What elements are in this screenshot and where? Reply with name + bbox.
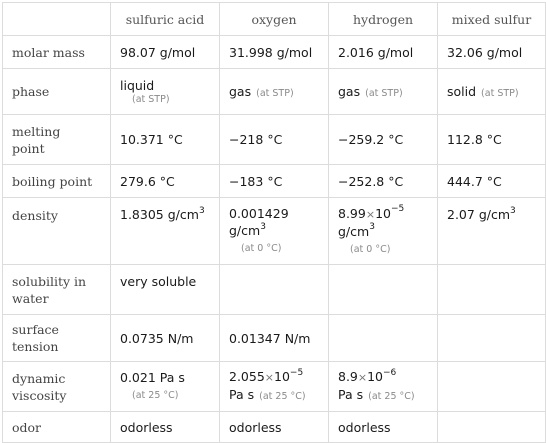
value: 10.371 bbox=[120, 132, 164, 147]
cell-hydrogen bbox=[329, 115, 438, 165]
cell-sulfuric-acid bbox=[111, 165, 220, 198]
unit-line bbox=[229, 386, 319, 405]
value: 0.001429 bbox=[229, 206, 289, 221]
base: 10 bbox=[375, 205, 391, 221]
cell-oxygen bbox=[220, 265, 329, 315]
unit: N/m bbox=[284, 330, 311, 346]
row-dynamic-viscosity bbox=[3, 362, 546, 412]
cell-mixed-sulfur bbox=[438, 69, 546, 115]
header-mixed-sulfur: mixed sulfur bbox=[438, 3, 546, 36]
row-density bbox=[3, 198, 546, 265]
number: 0.021 bbox=[120, 370, 156, 385]
unit: g/mol bbox=[377, 44, 414, 60]
value bbox=[120, 369, 210, 386]
unit: g/mol bbox=[276, 44, 313, 60]
unit-exponent: 3 bbox=[510, 205, 516, 216]
value: −183 bbox=[229, 173, 264, 189]
unit-exponent: 3 bbox=[198, 205, 205, 216]
cell-oxygen bbox=[220, 115, 329, 165]
cell-sulfuric-acid bbox=[111, 36, 220, 69]
unit: °C bbox=[486, 132, 502, 147]
value bbox=[229, 368, 319, 386]
label-line: point bbox=[12, 140, 45, 156]
row-label: molar mass bbox=[3, 36, 111, 69]
value: 2.07 bbox=[447, 207, 475, 222]
condition-note: (at STP) bbox=[481, 88, 519, 99]
unit-exponent: 3 bbox=[260, 221, 266, 232]
cell-oxygen bbox=[220, 315, 329, 362]
row-solubility bbox=[3, 265, 546, 315]
condition-note: (at 25 °C) bbox=[132, 390, 179, 401]
cell-sulfuric-acid bbox=[111, 362, 220, 412]
unit-line bbox=[338, 223, 428, 240]
unit: Pa s bbox=[338, 387, 364, 402]
label-line: solubility in bbox=[12, 273, 87, 289]
label-line: surface bbox=[12, 322, 59, 337]
cell-sulfuric-acid: odorless bbox=[111, 412, 220, 443]
cell-sulfuric-acid bbox=[111, 198, 220, 265]
unit: Pa s bbox=[229, 387, 255, 402]
unit: °C bbox=[486, 173, 502, 189]
header-sulfuric-acid: sulfuric acid bbox=[111, 3, 220, 36]
mantissa: 2.055 bbox=[229, 369, 265, 384]
cell-hydrogen bbox=[329, 265, 438, 315]
unit: g/mol bbox=[159, 44, 196, 60]
condition-note: (at 25 °C) bbox=[259, 391, 306, 402]
cell-hydrogen bbox=[329, 315, 438, 362]
unit: °C bbox=[267, 132, 283, 147]
times-sign: × bbox=[357, 371, 368, 384]
label-line: dynamic bbox=[12, 370, 66, 386]
properties-table bbox=[2, 2, 546, 443]
row-melting-point bbox=[3, 115, 546, 165]
header-hydrogen: hydrogen bbox=[329, 3, 438, 36]
row-label: boiling point bbox=[3, 165, 111, 198]
power: −6 bbox=[383, 367, 397, 378]
cell-hydrogen bbox=[329, 69, 438, 115]
cell-hydrogen bbox=[329, 362, 438, 412]
cell-oxygen bbox=[220, 69, 329, 115]
value: 0.01347 bbox=[229, 330, 281, 346]
value bbox=[338, 368, 428, 386]
cell-hydrogen bbox=[329, 36, 438, 69]
label-line: tension bbox=[12, 339, 59, 354]
value: 2.016 bbox=[338, 44, 374, 60]
unit: g/cm bbox=[478, 207, 511, 222]
unit: g/cm bbox=[338, 223, 370, 239]
value: 1.8305 bbox=[120, 207, 164, 222]
row-molar-mass bbox=[3, 36, 546, 69]
power: −5 bbox=[289, 367, 304, 378]
value: −218 bbox=[229, 132, 264, 147]
value: 98.07 bbox=[120, 44, 156, 60]
condition-note: (at STP) bbox=[132, 94, 170, 105]
condition-note: (at 0 °C) bbox=[350, 243, 391, 255]
unit: °C bbox=[167, 132, 183, 147]
cell-sulfuric-acid bbox=[111, 115, 220, 165]
power: −5 bbox=[390, 204, 405, 215]
unit: g/cm bbox=[167, 207, 199, 222]
label-line: viscosity bbox=[12, 387, 67, 403]
row-label bbox=[3, 115, 111, 165]
cell-oxygen bbox=[220, 198, 329, 265]
value: gas bbox=[338, 84, 361, 99]
cell-hydrogen: odorless bbox=[329, 412, 438, 443]
cell-mixed-sulfur bbox=[438, 412, 546, 443]
cell-hydrogen bbox=[329, 198, 438, 265]
value: 31.998 bbox=[229, 44, 273, 60]
header-row bbox=[3, 3, 546, 36]
cell-mixed-sulfur bbox=[438, 265, 546, 315]
condition-note: (at STP) bbox=[365, 88, 403, 99]
unit: g/mol bbox=[486, 44, 523, 60]
row-label bbox=[3, 362, 111, 412]
unit: Pa s bbox=[159, 370, 185, 385]
value: −252.8 bbox=[338, 173, 385, 189]
row-label bbox=[3, 265, 111, 315]
cell-sulfuric-acid bbox=[111, 69, 220, 115]
label-line: melting bbox=[12, 123, 61, 139]
times-sign: × bbox=[365, 207, 376, 221]
value: −259.2 bbox=[338, 132, 385, 147]
cell-oxygen bbox=[220, 36, 329, 69]
unit: °C bbox=[388, 132, 404, 147]
row-label: odor bbox=[3, 412, 111, 443]
value: 444.7 bbox=[447, 173, 483, 189]
unit: °C bbox=[159, 173, 175, 189]
cell-mixed-sulfur bbox=[438, 362, 546, 412]
value: very soluble bbox=[120, 274, 197, 289]
row-boiling-point bbox=[3, 165, 546, 198]
row-surface-tension bbox=[3, 315, 546, 362]
cell-sulfuric-acid bbox=[111, 265, 220, 315]
cell-oxygen bbox=[220, 165, 329, 198]
cell-mixed-sulfur bbox=[438, 115, 546, 165]
unit-line bbox=[338, 386, 428, 405]
base: 10 bbox=[367, 369, 384, 384]
header-corner bbox=[3, 3, 111, 36]
value: gas bbox=[229, 84, 252, 99]
unit: °C bbox=[388, 173, 404, 189]
cell-mixed-sulfur bbox=[438, 315, 546, 362]
row-phase bbox=[3, 69, 546, 115]
row-odor bbox=[3, 412, 546, 443]
value: 279.6 bbox=[120, 173, 156, 189]
unit-line bbox=[229, 222, 319, 239]
mantissa: 8.99 bbox=[338, 205, 366, 221]
value: 32.06 bbox=[447, 44, 483, 60]
condition-note: (at STP) bbox=[256, 88, 294, 99]
cell-oxygen: odorless bbox=[220, 412, 329, 443]
cell-mixed-sulfur bbox=[438, 165, 546, 198]
row-label bbox=[3, 315, 111, 362]
times-sign: × bbox=[264, 371, 275, 384]
cell-mixed-sulfur bbox=[438, 198, 546, 265]
header-oxygen: oxygen bbox=[220, 3, 329, 36]
cell-mixed-sulfur bbox=[438, 36, 546, 69]
unit: °C bbox=[267, 173, 283, 189]
value: 0.0735 bbox=[120, 330, 164, 346]
unit: g/cm bbox=[229, 223, 261, 238]
unit: N/m bbox=[167, 330, 194, 346]
cell-oxygen bbox=[220, 362, 329, 412]
row-label: density bbox=[3, 198, 111, 265]
label-line: water bbox=[12, 290, 49, 306]
base: 10 bbox=[274, 369, 290, 384]
cell-hydrogen bbox=[329, 165, 438, 198]
value bbox=[338, 205, 428, 223]
condition-note: (at 25 °C) bbox=[368, 391, 415, 402]
value: liquid bbox=[120, 78, 155, 93]
unit-exponent: 3 bbox=[369, 222, 375, 233]
value: solid bbox=[447, 84, 477, 99]
cell-sulfuric-acid bbox=[111, 315, 220, 362]
row-label: phase bbox=[3, 69, 111, 115]
value: 112.8 bbox=[447, 132, 483, 147]
condition-note: (at 0 °C) bbox=[241, 243, 282, 254]
mantissa: 8.9 bbox=[338, 369, 358, 384]
